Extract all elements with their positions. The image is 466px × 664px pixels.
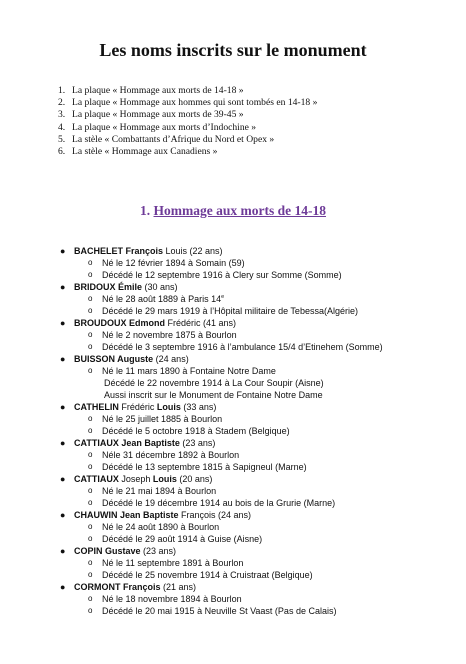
bullet-icon: ● xyxy=(60,510,66,520)
toc-item xyxy=(58,85,317,97)
toc-label: La plaque « Hommage aux hommes qui sont tombés en 14-18 » xyxy=(72,97,318,109)
list-item xyxy=(60,581,460,617)
entry-age: (20 ans) xyxy=(176,474,213,484)
toc-number: 6. xyxy=(58,146,66,158)
entry-name: BROUDOUX Edmond xyxy=(74,318,165,328)
toc-number: 2. xyxy=(58,97,66,109)
list-item xyxy=(60,401,460,437)
entry-name: BUISSON Auguste xyxy=(74,354,154,364)
death-line: Décédé le 19 décembre 1914 au bois de la Grurie (Marne) xyxy=(102,498,336,508)
entry-details: Frédéric (41 ans) xyxy=(165,318,237,328)
list-item xyxy=(60,317,460,353)
note-line: Aussi inscrit sur le Monument de Fontaine Notre Dame xyxy=(104,390,323,400)
bullet-icon: ● xyxy=(60,354,66,364)
death-line: Décédé le 29 mars 1919 à l’Hôpital militaire de Tebessa(Algérie) xyxy=(102,306,358,316)
toc-number: 5. xyxy=(58,133,66,145)
death-line: Décédé le 29 août 1914 à Guise (Aisne) xyxy=(102,534,263,544)
section-title-text: Hommage aux morts de 14-18 xyxy=(153,203,326,218)
toc-item xyxy=(58,122,317,134)
toc-item xyxy=(58,97,317,109)
circle-bullet-icon: o xyxy=(88,426,93,435)
bullet-icon: ● xyxy=(60,282,66,292)
entry-name: COPIN Gustave xyxy=(74,546,141,556)
circle-bullet-icon: o xyxy=(88,570,93,579)
bullet-icon: ● xyxy=(60,474,66,484)
circle-bullet-icon: o xyxy=(88,558,93,567)
toc-label: La plaque « Hommage aux morts d’Indochine » xyxy=(72,121,257,133)
toc-number: 4. xyxy=(58,121,66,133)
entry-details: (23 ans) xyxy=(140,546,177,556)
circle-bullet-icon: o xyxy=(88,342,93,351)
toc-number: 1. xyxy=(58,85,66,96)
circle-bullet-icon: o xyxy=(88,606,93,615)
birth-line: Né le 12 février 1894 à Somain (59) xyxy=(102,258,245,268)
bullet-icon: ● xyxy=(60,438,66,448)
list-item xyxy=(60,509,460,545)
birth-line: Né le 25 juillet 1885 à Bourlon xyxy=(102,414,223,424)
toc-label: La plaque « Hommage aux morts de 14-18 » xyxy=(72,85,244,96)
entry-name: CATHELIN xyxy=(74,402,119,412)
table-of-contents xyxy=(58,85,317,158)
toc-item xyxy=(58,146,317,158)
birth-line: Né le 2 novembre 1875 à Bourlon xyxy=(102,330,237,340)
birth-line: Né le 11 mars 1890 à Fontaine Notre Dame xyxy=(102,366,276,376)
superscript: e xyxy=(221,294,225,300)
bullet-icon: ● xyxy=(60,246,66,256)
entry-name: CATTIAUX xyxy=(74,474,119,484)
entry-name: CORMONT François xyxy=(74,582,161,592)
bullet-icon: ● xyxy=(60,402,66,412)
list-item xyxy=(60,281,460,317)
entry-details: (23 ans) xyxy=(179,438,216,448)
death-line: Décédé le 3 septembre 1916 à l’ambulance 15/4 d’Etinehem (Somme) xyxy=(102,342,383,352)
names-list xyxy=(60,245,460,617)
birth-line: Né le 11 septembre 1891 à Bourlon xyxy=(102,558,244,568)
circle-bullet-icon: o xyxy=(88,594,93,603)
toc-label: La stèle « Combattants d’Afrique du Nord et Opex » xyxy=(72,133,275,145)
entry-details: (24 ans) xyxy=(153,354,189,364)
bullet-icon: ● xyxy=(60,546,66,556)
bullet-icon: ● xyxy=(60,318,66,328)
toc-label: La plaque « Hommage aux morts de 39-45 » xyxy=(72,109,244,121)
entry-name: CATTIAUX Jean Baptiste xyxy=(74,438,180,448)
page-title: Les noms inscrits sur le monument xyxy=(99,40,367,60)
list-item xyxy=(60,437,460,473)
death-line: Décédé le 22 novembre 1914 à La Cour Soupir (Aisne) xyxy=(104,378,324,388)
entry-name-second: Louis xyxy=(152,474,177,484)
toc-label: La stèle « Hommage aux Canadiens » xyxy=(72,146,218,158)
entry-name: BRIDOUX Émile xyxy=(74,282,143,292)
toc-item xyxy=(58,109,317,121)
circle-bullet-icon: o xyxy=(88,498,93,507)
toc-number: 3. xyxy=(58,109,66,121)
circle-bullet-icon: o xyxy=(88,450,93,459)
entry-details: Joseph xyxy=(118,474,153,484)
circle-bullet-icon: o xyxy=(88,414,93,423)
circle-bullet-icon: o xyxy=(88,462,93,471)
list-item xyxy=(60,473,460,509)
birth-line: Né le 21 mai 1894 à Bourlon xyxy=(102,486,217,496)
entry-age: (33 ans) xyxy=(180,402,217,412)
circle-bullet-icon: o xyxy=(88,330,93,339)
circle-bullet-icon: o xyxy=(88,534,93,543)
birth-line: Néle 31 décembre 1892 à Bourlon xyxy=(102,450,240,460)
entry-details: François (24 ans) xyxy=(178,510,252,520)
birth-line: Né le 24 août 1890 à Bourlon xyxy=(102,522,220,532)
death-line: Décédé le 5 octobre 1918 à Stadem (Belgique) xyxy=(102,426,290,436)
circle-bullet-icon: o xyxy=(88,294,93,303)
entry-name: BACHELET François xyxy=(74,246,164,256)
death-line: Décédé le 25 novembre 1914 à Cruistraat (Belgique) xyxy=(102,570,313,580)
entry-details: Frédéric xyxy=(118,402,157,412)
list-item xyxy=(60,545,460,581)
entry-details: Louis (22 ans) xyxy=(163,246,223,256)
circle-bullet-icon: o xyxy=(88,366,93,375)
death-line: Décédé le 20 mai 1915 à Neuville St Vaast (Pas de Calais) xyxy=(102,606,337,616)
entry-details: (21 ans) xyxy=(160,582,197,592)
circle-bullet-icon: o xyxy=(88,258,93,267)
section-heading xyxy=(0,203,466,219)
circle-bullet-icon: o xyxy=(88,486,93,495)
toc-item xyxy=(58,134,317,146)
entry-details: (30 ans) xyxy=(142,282,178,292)
death-line: Décédé le 13 septembre 1815 à Sapigneul (Marne) xyxy=(102,462,307,472)
list-item xyxy=(60,353,460,401)
birth-line: Né le 28 août 1889 à Paris 14 xyxy=(102,294,222,304)
circle-bullet-icon: o xyxy=(88,306,93,315)
circle-bullet-icon: o xyxy=(88,270,93,279)
birth-line: Né le 18 novembre 1894 à Bourlon xyxy=(102,594,242,604)
death-line: Décédé le 12 septembre 1916 à Clery sur Somme (Somme) xyxy=(102,270,342,280)
entry-name-second: Louis xyxy=(156,402,181,412)
entry-name: CHAUWIN Jean Baptiste xyxy=(74,510,179,520)
circle-bullet-icon: o xyxy=(88,522,93,531)
bullet-icon: ● xyxy=(60,582,66,592)
list-item xyxy=(60,245,460,281)
section-number: 1. xyxy=(140,203,151,218)
